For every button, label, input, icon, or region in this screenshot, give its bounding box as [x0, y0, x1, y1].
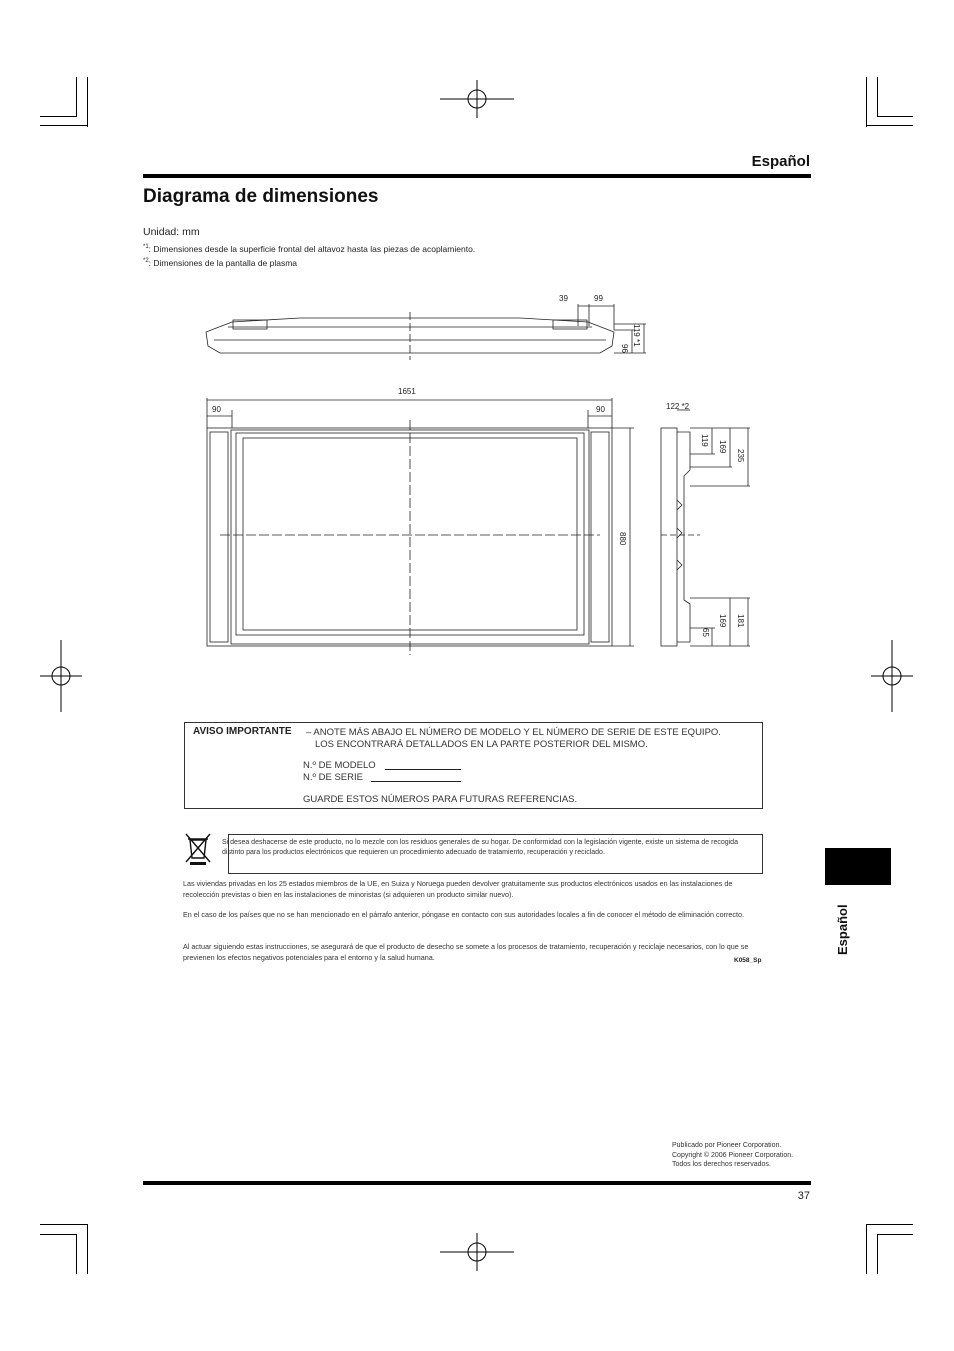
language-side-tab: [825, 848, 891, 885]
publisher-line-1: Publicado por Pioneer Corporation.: [672, 1142, 782, 1149]
note-2: $^{*2}$: Dimensiones de la pantalla de plasma: [143, 258, 298, 268]
language-side-label: Español: [835, 904, 850, 955]
page-title: Diagrama de dimensiones: [143, 186, 379, 207]
language-header: Español: [751, 153, 810, 170]
document-code: K058_Sp: [734, 957, 762, 964]
dim-1651: 1651: [398, 387, 416, 396]
publisher-info: [672, 1141, 793, 1170]
dim-90-right: 90: [596, 405, 605, 414]
dim-119-star: 119 *1: [632, 324, 641, 347]
dim-169-bottom: 169: [718, 614, 727, 628]
dim-39: 39: [559, 294, 568, 303]
weee-paragraph-1: Las viviendas privadas en los 25 estados miembros de la UE, en Suiza y Noruega pueden devolver gratuitamente sus productos electrónicos usados en las instalaciones de recolección previstas o bien en las instalaciones de minoristas (si adquieren un producto similar nuevo).: [183, 879, 733, 899]
dim-65: 65: [701, 628, 710, 637]
keep-numbers-note: GUARDE ESTOS NÚMEROS PARA FUTURAS REFERENCIAS.: [303, 794, 578, 805]
dim-880: 880: [618, 532, 627, 546]
dim-169-top: 169: [718, 440, 727, 454]
dim-119: 119: [700, 434, 709, 447]
dim-122: 122 *2: [666, 402, 690, 411]
publisher-line-3: Todos los derechos reservados.: [672, 1161, 771, 1168]
weee-notice-text: Si desea deshacerse de este producto, no lo mezcle con los residuos generales de su hogar. De conformidad con la legislación vigente, existe un sistema de recogida distinto para los productos electrónicos que requieren un procedimiento adecuado de tratamiento, recuperación y reciclado.: [222, 839, 738, 856]
model-number-label: N.º DE MODELO: [303, 760, 376, 771]
unit-label: Unidad: mm: [143, 226, 200, 238]
weee-paragraph-2: En el caso de los países que no se han mencionado en el párrafo anterior, póngase en contacto con sus autoridades locales a fin de conocer el método de eliminación correcto.: [183, 910, 744, 919]
aviso-label: AVISO IMPORTANTE: [193, 726, 292, 737]
model-number-line: [385, 769, 461, 770]
publisher-line-2: Copyright © 2006 Pioneer Corporation.: [672, 1151, 794, 1159]
dim-181: 181: [736, 614, 745, 628]
serial-number-line: [371, 781, 461, 782]
aviso-line-1: – ANOTE MÁS ABAJO EL NÚMERO DE MODELO Y EL NÚMERO DE SERIE DE ESTE EQUIPO.: [306, 727, 721, 738]
page-number: 37: [797, 1190, 810, 1202]
dim-96: 96: [620, 344, 629, 353]
dim-90-left: 90: [212, 405, 221, 414]
crossed-bin-icon: [184, 832, 212, 866]
dim-235: 235: [736, 449, 745, 463]
dim-99: 99: [594, 294, 603, 303]
serial-number-label: N.º DE SERIE: [303, 772, 363, 783]
footer-rule: [143, 1181, 811, 1185]
aviso-line-2: LOS ENCONTRARÁ DETALLADOS EN LA PARTE POSTERIOR DEL MISMO.: [315, 739, 648, 750]
note-1: $^{*1}$: Dimensiones desde la superficie frontal del altavoz hasta las piezas de acoplamiento.: [143, 244, 476, 254]
weee-paragraph-3: Al actuar siguiendo estas instrucciones, se asegurará de que el producto de desecho se somete a los procesos de tratamiento, recuperación y reciclaje necesarios, con lo que se previenen los efectos negativos potenciales para el entorno y la salud humana.: [183, 942, 749, 962]
